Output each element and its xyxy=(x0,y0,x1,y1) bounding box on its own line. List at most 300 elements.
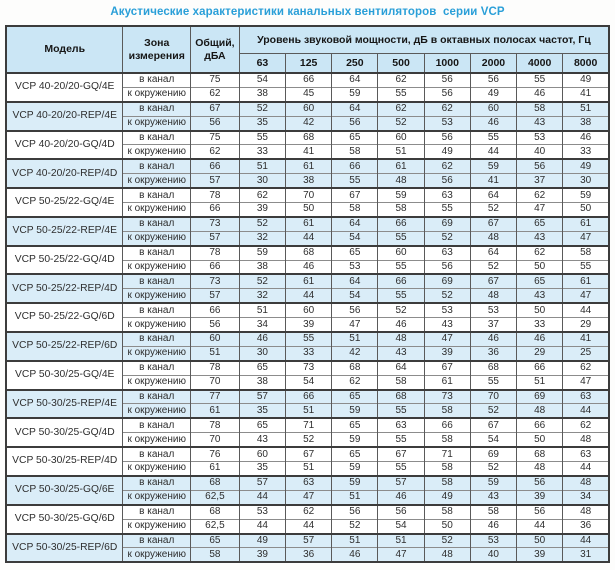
octave-level-value: 55 xyxy=(286,332,332,346)
octave-level-value: 69 xyxy=(424,274,470,288)
octave-level-value: 56 xyxy=(332,505,378,519)
total-dba-value: 57 xyxy=(191,174,240,188)
measurement-zone: к окружению xyxy=(123,433,191,447)
octave-level-value: 41 xyxy=(563,332,609,346)
octave-level-value: 29 xyxy=(517,346,563,360)
octave-level-value: 65 xyxy=(332,447,378,461)
measurement-zone: к окружению xyxy=(123,87,191,101)
octave-level-value: 65 xyxy=(332,418,378,432)
octave-level-value: 63 xyxy=(563,447,609,461)
octave-level-value: 59 xyxy=(332,404,378,418)
octave-level-value: 66 xyxy=(517,418,563,432)
octave-level-value: 64 xyxy=(470,188,516,202)
octave-level-value: 60 xyxy=(378,131,424,145)
acoustic-characteristics-table xyxy=(5,25,610,563)
octave-level-value: 65 xyxy=(332,131,378,145)
octave-level-value: 67 xyxy=(470,418,516,432)
measurement-zone: в канал xyxy=(123,361,191,375)
octave-level-value: 44 xyxy=(239,490,285,504)
octave-level-value: 38 xyxy=(239,375,285,389)
total-dba-value: 77 xyxy=(191,390,240,404)
octave-level-value: 43 xyxy=(239,433,285,447)
octave-level-value: 59 xyxy=(470,159,516,173)
octave-level-value: 62 xyxy=(378,73,424,87)
octave-level-value: 54 xyxy=(378,519,424,533)
octave-level-value: 56 xyxy=(424,260,470,274)
octave-level-value: 52 xyxy=(424,534,470,548)
table-row xyxy=(6,131,609,145)
octave-level-value: 58 xyxy=(424,433,470,447)
column-header-freq-125: 125 xyxy=(286,53,332,73)
octave-level-value: 69 xyxy=(517,390,563,404)
total-dba-value: 70 xyxy=(191,433,240,447)
octave-level-value: 67 xyxy=(286,447,332,461)
octave-level-value: 59 xyxy=(332,433,378,447)
octave-level-value: 61 xyxy=(378,159,424,173)
octave-level-value: 51 xyxy=(239,303,285,317)
octave-level-value: 52 xyxy=(239,102,285,116)
octave-level-value: 59 xyxy=(239,246,285,260)
octave-level-value: 56 xyxy=(332,303,378,317)
octave-level-value: 54 xyxy=(286,375,332,389)
model-name: VCP 40-20/20-REP/4D xyxy=(6,159,123,188)
model-name: VCP 40-20/20-REP/4E xyxy=(6,102,123,131)
octave-level-value: 64 xyxy=(470,246,516,260)
total-dba-value: 62,5 xyxy=(191,490,240,504)
measurement-zone: в канал xyxy=(123,332,191,346)
octave-level-value: 63 xyxy=(286,476,332,490)
octave-level-value: 48 xyxy=(563,505,609,519)
total-dba-value: 68 xyxy=(191,476,240,490)
octave-level-value: 50 xyxy=(517,260,563,274)
octave-level-value: 52 xyxy=(470,260,516,274)
octave-level-value: 32 xyxy=(239,289,285,303)
octave-level-value: 46 xyxy=(239,332,285,346)
octave-level-value: 50 xyxy=(424,519,470,533)
octave-level-value: 46 xyxy=(517,87,563,101)
octave-level-value: 51 xyxy=(517,375,563,389)
measurement-zone: в канал xyxy=(123,534,191,548)
total-dba-value: 75 xyxy=(191,131,240,145)
octave-level-value: 62 xyxy=(424,102,470,116)
octave-level-value: 67 xyxy=(424,361,470,375)
page-title: Акустические характеристики канальных вентиляторов серии VCP xyxy=(110,6,505,18)
octave-level-value: 68 xyxy=(378,390,424,404)
column-header-freq-1000: 1000 xyxy=(424,53,470,73)
column-header-total: Общий, дБА xyxy=(191,26,240,73)
model-name: VCP 50-30/25-GQ/6E xyxy=(6,476,123,505)
octave-level-value: 43 xyxy=(470,490,516,504)
total-dba-value: 66 xyxy=(191,203,240,217)
octave-level-value: 54 xyxy=(332,231,378,245)
octave-level-value: 62 xyxy=(424,159,470,173)
octave-level-value: 56 xyxy=(424,174,470,188)
octave-level-value: 49 xyxy=(239,534,285,548)
octave-level-value: 43 xyxy=(517,116,563,130)
octave-level-value: 33 xyxy=(517,318,563,332)
octave-level-value: 51 xyxy=(378,145,424,159)
octave-level-value: 44 xyxy=(563,534,609,548)
octave-level-value: 67 xyxy=(470,217,516,231)
octave-level-value: 55 xyxy=(378,87,424,101)
octave-level-value: 53 xyxy=(470,534,516,548)
total-dba-value: 62,5 xyxy=(191,519,240,533)
octave-level-value: 51 xyxy=(286,404,332,418)
octave-level-value: 52 xyxy=(424,231,470,245)
model-name: VCP 50-25/22-REP/6D xyxy=(6,332,123,361)
measurement-zone: к окружению xyxy=(123,260,191,274)
table-row xyxy=(6,418,609,432)
octave-level-value: 50 xyxy=(517,433,563,447)
octave-level-value: 61 xyxy=(286,274,332,288)
measurement-zone: в канал xyxy=(123,73,191,87)
total-dba-value: 75 xyxy=(191,73,240,87)
octave-level-value: 48 xyxy=(563,433,609,447)
octave-level-value: 58 xyxy=(470,505,516,519)
octave-level-value: 38 xyxy=(286,174,332,188)
octave-level-value: 60 xyxy=(239,447,285,461)
octave-level-value: 53 xyxy=(424,303,470,317)
table-row xyxy=(6,447,609,461)
model-name: VCP 50-30/25-GQ/4E xyxy=(6,361,123,390)
octave-level-value: 56 xyxy=(332,116,378,130)
octave-level-value: 58 xyxy=(424,505,470,519)
octave-level-value: 50 xyxy=(517,534,563,548)
octave-level-value: 48 xyxy=(378,174,424,188)
table-row xyxy=(6,332,609,346)
octave-level-value: 62 xyxy=(517,188,563,202)
total-dba-value: 66 xyxy=(191,159,240,173)
octave-level-value: 64 xyxy=(332,274,378,288)
octave-level-value: 60 xyxy=(286,102,332,116)
octave-level-value: 52 xyxy=(470,462,516,476)
octave-level-value: 43 xyxy=(424,318,470,332)
octave-level-value: 46 xyxy=(470,519,516,533)
octave-level-value: 58 xyxy=(517,102,563,116)
octave-level-value: 53 xyxy=(470,303,516,317)
octave-level-value: 42 xyxy=(286,116,332,130)
octave-level-value: 66 xyxy=(378,274,424,288)
octave-level-value: 54 xyxy=(332,289,378,303)
octave-level-value: 49 xyxy=(563,159,609,173)
model-name: VCP 40-20/20-GQ/4D xyxy=(6,131,123,160)
octave-level-value: 63 xyxy=(424,188,470,202)
octave-level-value: 39 xyxy=(239,548,285,562)
table-row xyxy=(6,361,609,375)
octave-level-value: 62 xyxy=(517,246,563,260)
octave-level-value: 59 xyxy=(563,188,609,202)
header-row-top xyxy=(6,26,609,53)
octave-level-value: 58 xyxy=(424,476,470,490)
octave-level-value: 41 xyxy=(563,87,609,101)
table-row xyxy=(6,73,609,87)
total-dba-value: 62 xyxy=(191,87,240,101)
octave-level-value: 56 xyxy=(517,505,563,519)
octave-level-value: 44 xyxy=(563,404,609,418)
total-dba-value: 61 xyxy=(191,404,240,418)
octave-level-value: 41 xyxy=(470,174,516,188)
measurement-zone: в канал xyxy=(123,418,191,432)
measurement-zone: к окружению xyxy=(123,462,191,476)
octave-level-value: 45 xyxy=(286,87,332,101)
octave-level-value: 61 xyxy=(424,375,470,389)
octave-level-value: 71 xyxy=(286,418,332,432)
octave-level-value: 59 xyxy=(378,188,424,202)
octave-level-value: 51 xyxy=(332,534,378,548)
total-dba-value: 67 xyxy=(191,102,240,116)
octave-level-value: 48 xyxy=(378,332,424,346)
measurement-zone: в канал xyxy=(123,476,191,490)
octave-level-value: 71 xyxy=(424,447,470,461)
octave-level-value: 44 xyxy=(239,519,285,533)
octave-level-value: 55 xyxy=(378,260,424,274)
column-header-freq-8000: 8000 xyxy=(563,53,609,73)
total-dba-value: 76 xyxy=(191,447,240,461)
octave-level-value: 58 xyxy=(378,203,424,217)
measurement-zone: к окружению xyxy=(123,346,191,360)
octave-level-value: 57 xyxy=(239,390,285,404)
octave-level-value: 47 xyxy=(563,375,609,389)
octave-level-value: 57 xyxy=(378,476,424,490)
octave-level-value: 50 xyxy=(517,303,563,317)
table-row xyxy=(6,102,609,116)
octave-level-value: 52 xyxy=(378,116,424,130)
measurement-zone: к окружению xyxy=(123,318,191,332)
octave-level-value: 69 xyxy=(470,447,516,461)
octave-level-value: 39 xyxy=(517,490,563,504)
octave-level-value: 69 xyxy=(424,217,470,231)
octave-level-value: 51 xyxy=(239,159,285,173)
column-header-freq-4000: 4000 xyxy=(517,53,563,73)
total-dba-value: 51 xyxy=(191,346,240,360)
octave-level-value: 64 xyxy=(332,102,378,116)
octave-level-value: 40 xyxy=(470,548,516,562)
octave-level-value: 46 xyxy=(470,332,516,346)
octave-level-value: 48 xyxy=(470,289,516,303)
total-dba-value: 66 xyxy=(191,303,240,317)
octave-level-value: 35 xyxy=(239,462,285,476)
octave-level-value: 65 xyxy=(517,217,563,231)
octave-level-value: 58 xyxy=(424,404,470,418)
total-dba-value: 56 xyxy=(191,116,240,130)
column-header-octave-group: Уровень звуковой мощности, дБ в октавных полосах частот, Гц xyxy=(239,26,609,53)
octave-level-value: 62 xyxy=(563,418,609,432)
total-dba-value: 78 xyxy=(191,188,240,202)
measurement-zone: к окружению xyxy=(123,548,191,562)
octave-level-value: 59 xyxy=(332,476,378,490)
octave-level-value: 33 xyxy=(286,346,332,360)
octave-level-value: 51 xyxy=(332,332,378,346)
octave-level-value: 65 xyxy=(332,246,378,260)
model-name: VCP 50-25/22-REP/4D xyxy=(6,274,123,303)
octave-level-value: 46 xyxy=(470,116,516,130)
octave-level-value: 44 xyxy=(517,519,563,533)
octave-level-value: 33 xyxy=(239,145,285,159)
octave-level-value: 38 xyxy=(239,260,285,274)
octave-level-value: 66 xyxy=(286,73,332,87)
octave-level-value: 34 xyxy=(563,490,609,504)
octave-level-value: 59 xyxy=(332,87,378,101)
table-row xyxy=(6,390,609,404)
octave-level-value: 56 xyxy=(424,87,470,101)
measurement-zone: в канал xyxy=(123,246,191,260)
octave-level-value: 56 xyxy=(517,159,563,173)
octave-level-value: 60 xyxy=(470,102,516,116)
octave-level-value: 56 xyxy=(378,505,424,519)
total-dba-value: 56 xyxy=(191,318,240,332)
total-dba-value: 70 xyxy=(191,375,240,389)
octave-level-value: 50 xyxy=(563,203,609,217)
octave-level-value: 29 xyxy=(563,318,609,332)
octave-level-value: 39 xyxy=(286,318,332,332)
octave-level-value: 53 xyxy=(332,260,378,274)
octave-level-value: 58 xyxy=(378,375,424,389)
measurement-zone: к окружению xyxy=(123,145,191,159)
measurement-zone: к окружению xyxy=(123,519,191,533)
octave-level-value: 41 xyxy=(286,145,332,159)
octave-level-value: 46 xyxy=(378,318,424,332)
table-row xyxy=(6,217,609,231)
octave-level-value: 63 xyxy=(378,418,424,432)
octave-level-value: 56 xyxy=(424,131,470,145)
table-row xyxy=(6,274,609,288)
octave-level-value: 63 xyxy=(563,390,609,404)
octave-level-value: 55 xyxy=(424,203,470,217)
octave-level-value: 61 xyxy=(563,217,609,231)
octave-level-value: 53 xyxy=(517,131,563,145)
octave-level-value: 52 xyxy=(239,217,285,231)
model-name: VCP 50-30/25-REP/6D xyxy=(6,534,123,563)
octave-level-value: 38 xyxy=(239,87,285,101)
octave-level-value: 36 xyxy=(563,519,609,533)
octave-level-value: 52 xyxy=(239,274,285,288)
octave-level-value: 61 xyxy=(563,274,609,288)
octave-level-value: 66 xyxy=(517,361,563,375)
model-name: VCP 50-30/25-GQ/4D xyxy=(6,418,123,447)
octave-level-value: 52 xyxy=(470,404,516,418)
model-name: VCP 50-25/22-GQ/4D xyxy=(6,246,123,275)
octave-level-value: 30 xyxy=(563,174,609,188)
octave-level-value: 43 xyxy=(517,289,563,303)
total-dba-value: 78 xyxy=(191,361,240,375)
column-header-freq-250: 250 xyxy=(332,53,378,73)
octave-level-value: 43 xyxy=(378,346,424,360)
octave-level-value: 52 xyxy=(470,203,516,217)
octave-level-value: 25 xyxy=(563,346,609,360)
octave-level-value: 70 xyxy=(470,390,516,404)
total-dba-value: 57 xyxy=(191,289,240,303)
octave-level-value: 52 xyxy=(424,289,470,303)
octave-level-value: 53 xyxy=(239,505,285,519)
octave-level-value: 47 xyxy=(378,548,424,562)
octave-level-value: 52 xyxy=(286,433,332,447)
total-dba-value: 78 xyxy=(191,246,240,260)
octave-level-value: 64 xyxy=(332,73,378,87)
octave-level-value: 55 xyxy=(470,131,516,145)
octave-level-value: 68 xyxy=(332,361,378,375)
octave-level-value: 58 xyxy=(424,462,470,476)
measurement-zone: в канал xyxy=(123,102,191,116)
octave-level-value: 60 xyxy=(286,303,332,317)
octave-level-value: 66 xyxy=(378,217,424,231)
table-row xyxy=(6,246,609,260)
octave-level-value: 54 xyxy=(470,433,516,447)
octave-level-value: 67 xyxy=(470,274,516,288)
table-row xyxy=(6,505,609,519)
octave-level-value: 68 xyxy=(470,361,516,375)
octave-level-value: 44 xyxy=(470,145,516,159)
octave-level-value: 61 xyxy=(286,217,332,231)
octave-level-value: 60 xyxy=(378,246,424,260)
octave-level-value: 55 xyxy=(378,289,424,303)
octave-level-value: 44 xyxy=(563,303,609,317)
octave-level-value: 57 xyxy=(239,476,285,490)
octave-level-value: 48 xyxy=(424,548,470,562)
octave-level-value: 65 xyxy=(517,274,563,288)
octave-level-value: 47 xyxy=(332,318,378,332)
table-row xyxy=(6,303,609,317)
table-header xyxy=(6,26,609,73)
column-header-zone: Зона измерения xyxy=(123,26,191,73)
octave-level-value: 51 xyxy=(563,102,609,116)
measurement-zone: в канал xyxy=(123,274,191,288)
octave-level-value: 68 xyxy=(286,246,332,260)
octave-level-value: 44 xyxy=(563,462,609,476)
octave-level-value: 55 xyxy=(378,462,424,476)
octave-level-value: 39 xyxy=(424,346,470,360)
octave-level-value: 38 xyxy=(563,116,609,130)
octave-level-value: 73 xyxy=(286,361,332,375)
octave-level-value: 48 xyxy=(517,462,563,476)
column-header-model: Модель xyxy=(6,26,123,73)
octave-level-value: 65 xyxy=(239,361,285,375)
octave-level-value: 47 xyxy=(517,203,563,217)
octave-level-value: 52 xyxy=(332,519,378,533)
octave-level-value: 55 xyxy=(517,73,563,87)
model-name: VCP 50-30/25-GQ/6D xyxy=(6,505,123,534)
octave-level-value: 56 xyxy=(424,73,470,87)
octave-level-value: 62 xyxy=(239,188,285,202)
octave-level-value: 40 xyxy=(517,145,563,159)
octave-level-value: 64 xyxy=(332,217,378,231)
total-dba-value: 78 xyxy=(191,418,240,432)
octave-level-value: 31 xyxy=(563,548,609,562)
octave-level-value: 49 xyxy=(563,73,609,87)
octave-level-value: 52 xyxy=(378,303,424,317)
total-dba-value: 62 xyxy=(191,145,240,159)
measurement-zone: в канал xyxy=(123,303,191,317)
table-body xyxy=(6,73,609,562)
octave-level-value: 66 xyxy=(332,159,378,173)
octave-level-value: 47 xyxy=(424,332,470,346)
octave-level-value: 48 xyxy=(563,476,609,490)
total-dba-value: 57 xyxy=(191,231,240,245)
measurement-zone: к окружению xyxy=(123,203,191,217)
octave-level-value: 46 xyxy=(332,548,378,562)
octave-level-value: 62 xyxy=(286,505,332,519)
model-name: VCP 50-30/25-REP/4E xyxy=(6,390,123,419)
column-header-freq-500: 500 xyxy=(378,53,424,73)
total-dba-value: 68 xyxy=(191,505,240,519)
octave-level-value: 35 xyxy=(239,404,285,418)
octave-level-value: 44 xyxy=(286,289,332,303)
total-dba-value: 61 xyxy=(191,462,240,476)
octave-level-value: 46 xyxy=(378,490,424,504)
model-name: VCP 40-20/20-GQ/4E xyxy=(6,73,123,102)
octave-level-value: 37 xyxy=(470,318,516,332)
octave-level-value: 46 xyxy=(286,260,332,274)
octave-level-value: 62 xyxy=(563,361,609,375)
